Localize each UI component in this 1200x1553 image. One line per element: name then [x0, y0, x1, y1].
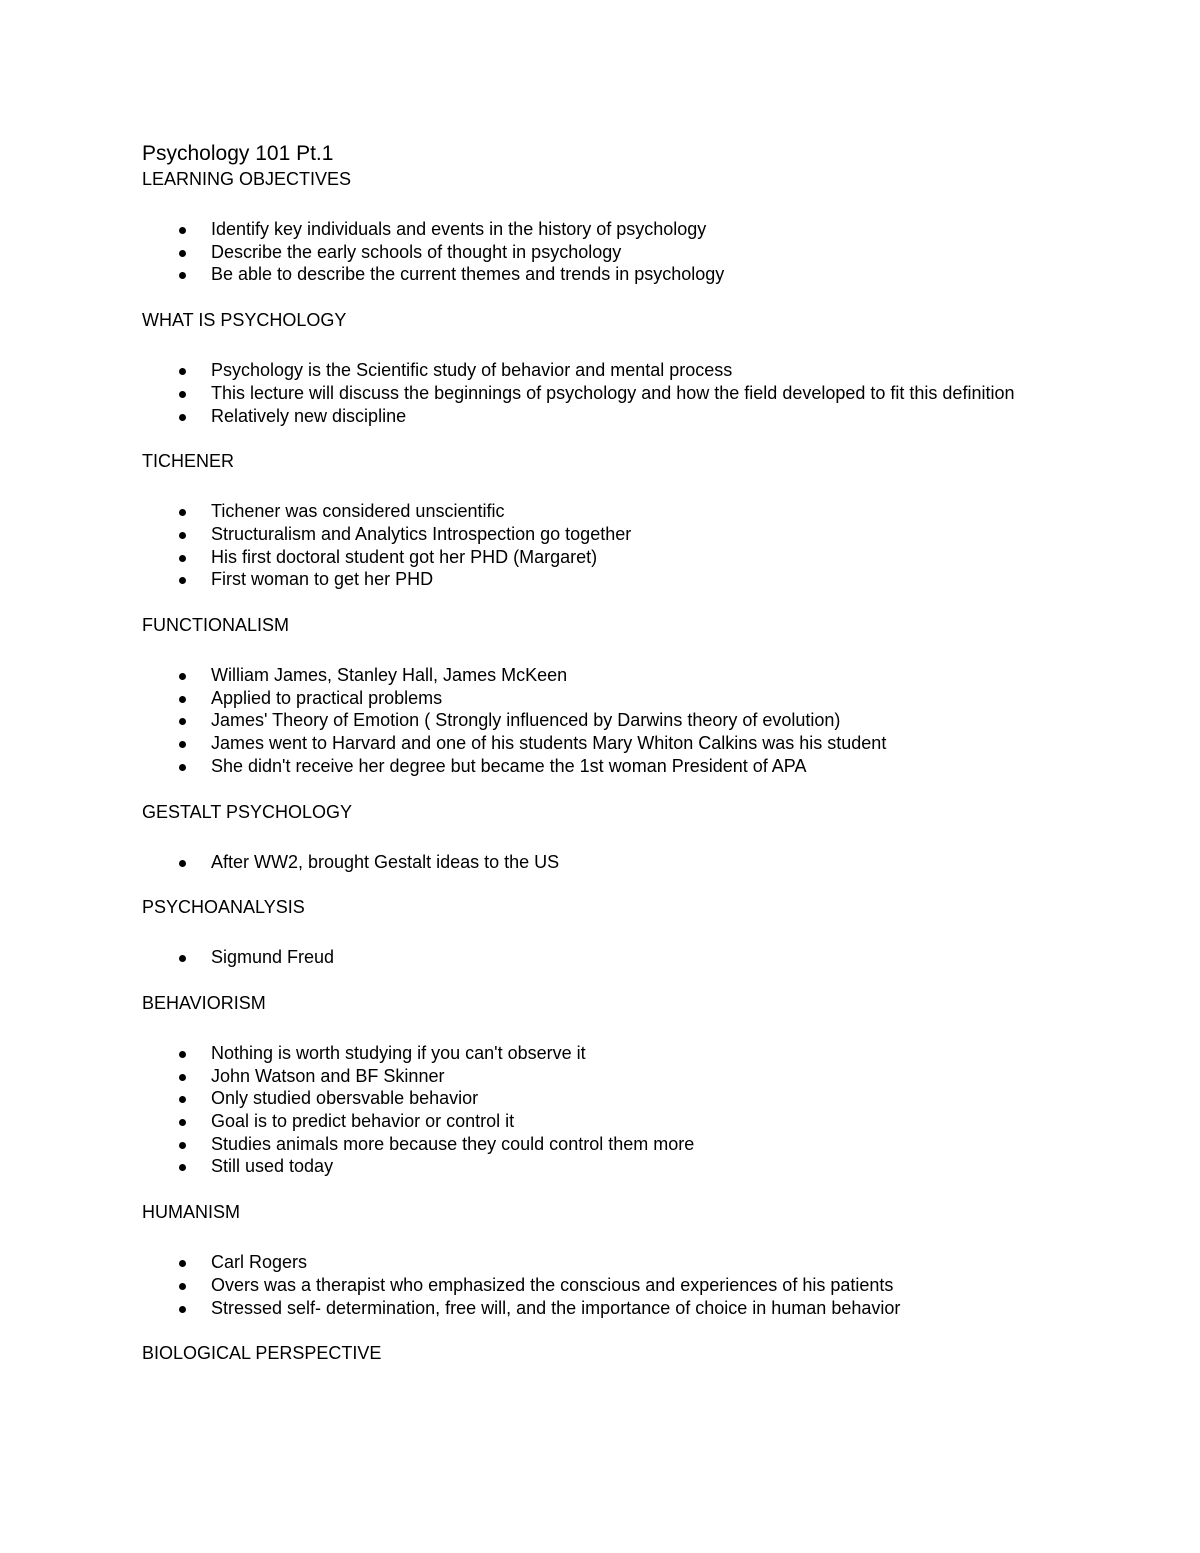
bullet-item	[211, 664, 1022, 687]
bullet-text: Relatively new discipline	[211, 405, 407, 426]
section-heading: FUNCTIONALISM	[142, 615, 290, 636]
bullet-dot-icon	[179, 764, 186, 771]
section	[142, 450, 1022, 591]
bullet-item	[211, 687, 1022, 710]
bullet-list	[142, 946, 1022, 969]
bullet-text: Only studied obersvable behavior	[211, 1088, 479, 1109]
bullet-dot-icon	[179, 1142, 186, 1149]
bullet-dot-icon	[179, 673, 186, 680]
section	[142, 992, 1022, 1178]
section-heading: GESTALT PSYCHOLOGY	[142, 801, 353, 822]
bullet-text: Sigmund Freud	[211, 947, 335, 968]
bullet-item	[211, 218, 1022, 241]
bullet-item	[211, 1042, 1022, 1065]
bullet-text: Studies animals more because they could control them more	[211, 1133, 695, 1154]
bullet-text: Carl Rogers	[211, 1252, 308, 1273]
bullet-dot-icon	[179, 741, 186, 748]
bullet-text: She didn't receive her degree but became the 1st woman President of APA	[211, 755, 807, 776]
bullet-text: Describe the early schools of thought in psychology	[211, 241, 622, 262]
document-page	[142, 140, 1022, 1388]
bullet-dot-icon	[179, 272, 186, 279]
bullet-text: James' Theory of Emotion ( Strongly influenced by Darwins theory of evolution)	[211, 710, 841, 731]
bullet-text: Applied to practical problems	[211, 687, 443, 708]
section-heading: PSYCHOANALYSIS	[142, 897, 305, 918]
bullet-dot-icon	[179, 696, 186, 703]
bullet-text: First woman to get her PHD	[211, 569, 434, 590]
bullet-item	[211, 1133, 1022, 1156]
bullet-item	[211, 732, 1022, 755]
section	[142, 896, 1022, 969]
bullet-dot-icon	[179, 1164, 186, 1171]
bullet-text: Still used today	[211, 1156, 334, 1177]
document-title: Psychology 101 Pt.1	[142, 142, 334, 165]
bullet-text: Goal is to predict behavior or control it	[211, 1111, 515, 1132]
bullet-item	[211, 568, 1022, 591]
bullet-list	[142, 359, 1022, 427]
bullet-item	[211, 946, 1022, 969]
section	[142, 309, 1022, 427]
bullet-dot-icon	[179, 577, 186, 584]
bullet-dot-icon	[179, 1260, 186, 1267]
bullet-item	[211, 546, 1022, 569]
bullet-item	[211, 382, 1022, 405]
bullet-dot-icon	[179, 1306, 186, 1313]
bullet-list	[142, 500, 1022, 591]
document-body	[142, 168, 1022, 1365]
bullet-item	[211, 1251, 1022, 1274]
bullet-item	[211, 359, 1022, 382]
bullet-dot-icon	[179, 368, 186, 375]
bullet-text: This lecture will discuss the beginnings of psychology and how the field developed to fit this definition	[211, 382, 1015, 403]
bullet-dot-icon	[179, 414, 186, 421]
section-heading: TICHENER	[142, 451, 235, 472]
bullet-text: Psychology is the Scientific study of behavior and mental process	[211, 360, 733, 381]
bullet-text: John Watson and BF Skinner	[211, 1065, 445, 1086]
bullet-text: Structuralism and Analytics Introspection go together	[211, 523, 632, 544]
bullet-list	[142, 851, 1022, 874]
bullet-dot-icon	[179, 532, 186, 539]
section-heading: WHAT IS PSYCHOLOGY	[142, 310, 347, 331]
bullet-item	[211, 523, 1022, 546]
section-heading: BIOLOGICAL PERSPECTIVE	[142, 1343, 382, 1364]
bullet-dot-icon	[179, 250, 186, 257]
bullet-item	[211, 241, 1022, 264]
bullet-dot-icon	[179, 955, 186, 962]
section	[142, 1201, 1022, 1319]
bullet-dot-icon	[179, 1074, 186, 1081]
section	[142, 801, 1022, 874]
bullet-dot-icon	[179, 860, 186, 867]
bullet-text: Tichener was considered unscientific	[211, 501, 505, 522]
section	[142, 614, 1022, 778]
bullet-item	[211, 1297, 1022, 1320]
bullet-dot-icon	[179, 555, 186, 562]
bullet-dot-icon	[179, 227, 186, 234]
bullet-item	[211, 1155, 1022, 1178]
bullet-item	[211, 1110, 1022, 1133]
section-heading: HUMANISM	[142, 1202, 240, 1223]
bullet-text: His first doctoral student got her PHD (Margaret)	[211, 546, 598, 567]
bullet-dot-icon	[179, 1119, 186, 1126]
bullet-item	[211, 709, 1022, 732]
bullet-text: Nothing is worth studying if you can't observe it	[211, 1042, 586, 1063]
bullet-dot-icon	[179, 509, 186, 516]
bullet-text: After WW2, brought Gestalt ideas to the US	[211, 851, 560, 872]
bullet-list	[142, 1251, 1022, 1319]
bullet-text: Overs was a therapist who emphasized the conscious and experiences of his patients	[211, 1274, 894, 1295]
section	[142, 1342, 1022, 1365]
bullet-dot-icon	[179, 1283, 186, 1290]
bullet-text: Be able to describe the current themes and trends in psychology	[211, 264, 725, 285]
bullet-text: Stressed self- determination, free will, and the importance of choice in human behavior	[211, 1297, 901, 1318]
bullet-item	[211, 263, 1022, 286]
bullet-list	[142, 218, 1022, 286]
bullet-list	[142, 1042, 1022, 1178]
bullet-text: Identify key individuals and events in the history of psychology	[211, 219, 707, 239]
bullet-item	[211, 755, 1022, 778]
bullet-text: William James, Stanley Hall, James McKeen	[211, 665, 568, 686]
bullet-item	[211, 500, 1022, 523]
bullet-dot-icon	[179, 1096, 186, 1103]
bullet-item	[211, 1274, 1022, 1297]
bullet-item	[211, 1065, 1022, 1088]
bullet-text: James went to Harvard and one of his students Mary Whiton Calkins was his student	[211, 733, 887, 754]
bullet-item	[211, 405, 1022, 428]
section-heading: BEHAVIORISM	[142, 992, 266, 1013]
bullet-dot-icon	[179, 1051, 186, 1058]
section-heading: LEARNING OBJECTIVES	[142, 169, 352, 189]
bullet-dot-icon	[179, 718, 186, 725]
bullet-item	[211, 851, 1022, 874]
bullet-item	[211, 1087, 1022, 1110]
bullet-list	[142, 664, 1022, 778]
bullet-dot-icon	[179, 391, 186, 398]
section	[142, 168, 1022, 286]
